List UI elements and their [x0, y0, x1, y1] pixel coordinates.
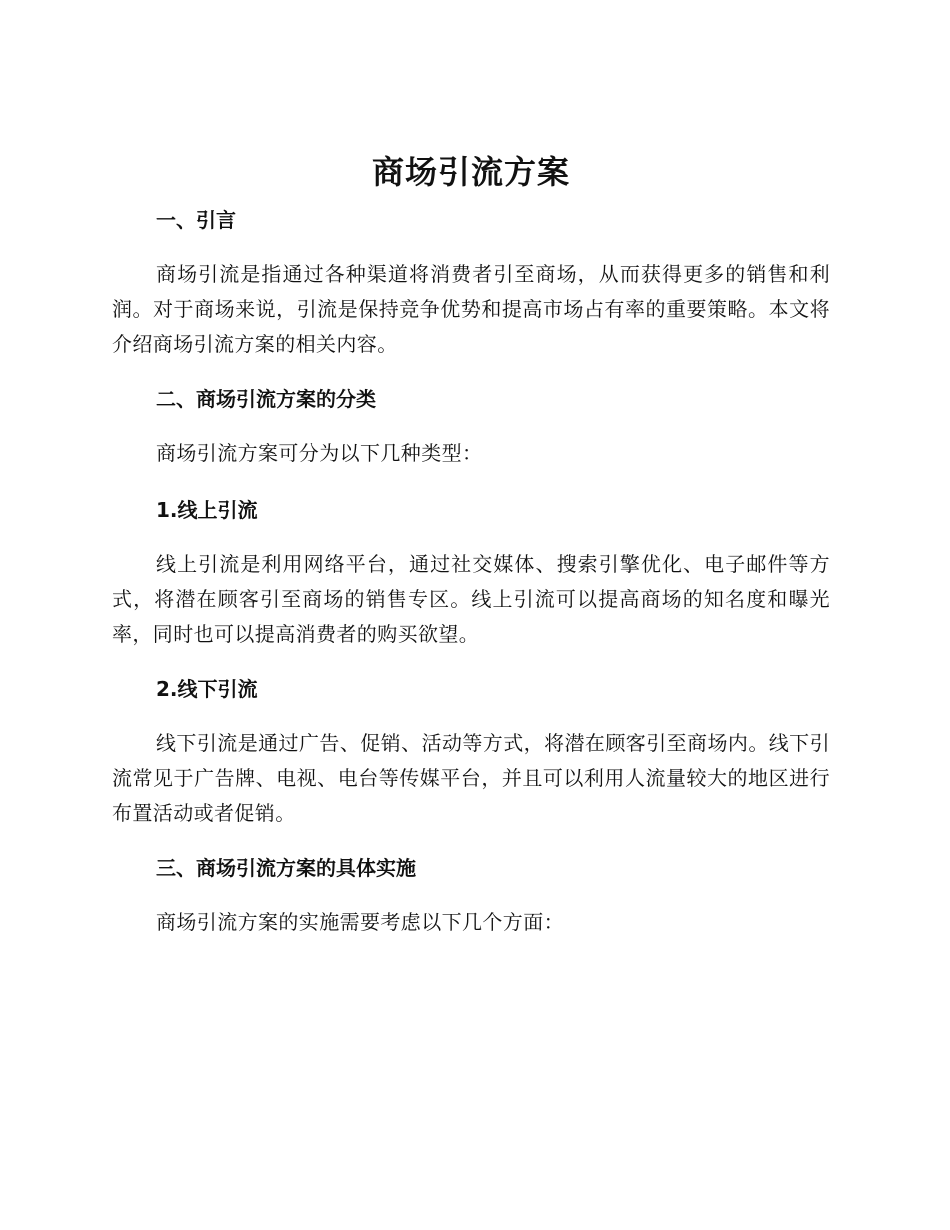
introduction-paragraph: 商场引流是指通过各种渠道将消费者引至商场，从而获得更多的销售和利润。对于商场来说，引流是保持竞争优势和提高市场占有率的重要策略。本文将介绍商场引流方案的相关内容。	[112, 262, 830, 356]
document-body	[112, 150, 830, 964]
subheading-offline-traffic: 2.线下引流	[156, 677, 258, 701]
section-heading-introduction: 一、引言	[156, 208, 236, 232]
subheading-online-traffic: 1.线上引流	[156, 498, 258, 522]
section-heading-implementation: 三、商场引流方案的具体实施	[156, 856, 416, 880]
classification-paragraph: 商场引流方案可分为以下几种类型：	[156, 441, 483, 465]
offline-traffic-paragraph: 线下引流是通过广告、促销、活动等方式，将潜在顾客引至商场内。线下引流常见于广告牌、电视、电台等传媒平台，并且可以利用人流量较大的地区进行布置活动或者促销。	[112, 731, 830, 825]
implementation-paragraph: 商场引流方案的实施需要考虑以下几个方面：	[156, 910, 564, 934]
section-heading-classification: 二、商场引流方案的分类	[156, 387, 376, 411]
online-traffic-paragraph: 线上引流是利用网络平台，通过社交媒体、搜索引擎优化、电子邮件等方式，将潜在顾客引至商场的销售专区。线上引流可以提高商场的知名度和曝光率，同时也可以提高消费者的购买欲望。	[112, 552, 830, 646]
document-title: 商场引流方案	[371, 153, 570, 191]
